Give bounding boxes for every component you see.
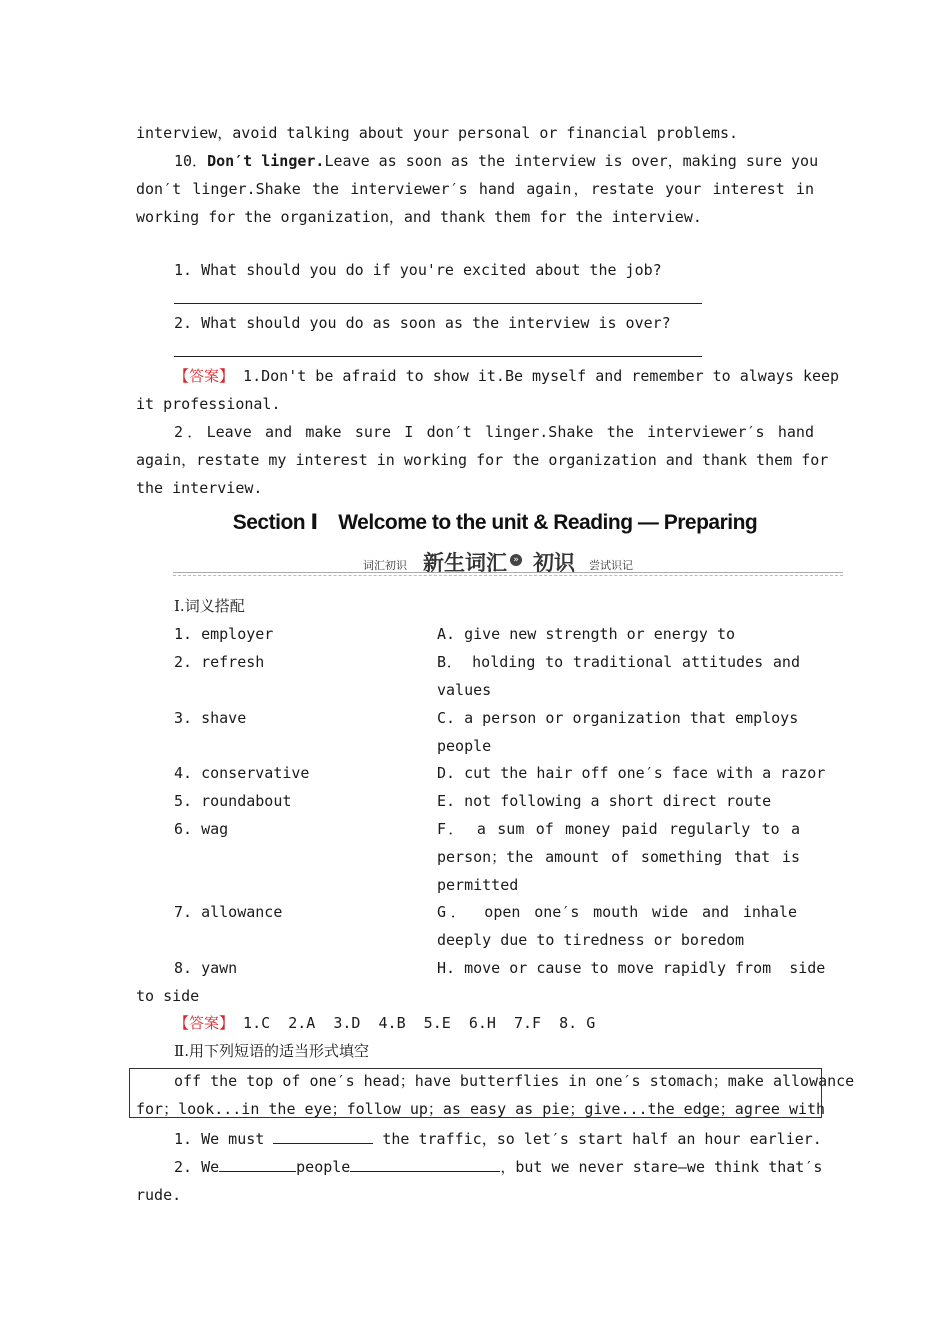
tip-10-line1 [174,151,819,171]
phrase-box-line2: for；look...in the eye；follow up；as easy as pie；give...the edge；agree with [136,1100,826,1118]
fill-question-2-cont: rude. [136,1186,182,1204]
definition-item: B． holding to traditional attitudes and [437,653,800,671]
definition-item: F． a sum of money paid regularly to a [437,820,800,838]
definition-item: to side [136,987,200,1005]
definition-item: permitted [437,876,519,894]
definition-item: H. move or cause to move rapidly from side [437,959,826,977]
answer-line: again，restate my interest in working for the organization and thank them for [136,451,829,469]
answer-line: the interview. [136,479,263,497]
definition-item: values [437,681,492,699]
tip-heading: Don′t linger. [207,152,325,170]
fill-blank[interactable] [273,1129,373,1144]
definition-item: C. a person or organization that employs [437,709,799,727]
word-item: 5. roundabout [174,792,292,810]
arrow-circle-icon: » [510,554,522,566]
part1-heading: Ⅰ.词义搭配 [174,597,245,615]
answer-line: it professional. [136,395,281,413]
word-item: 8. yawn [174,959,238,977]
definition-item: deeply due to tiredness or boredom [437,931,745,949]
answer-text: 1.C 2.A 3.D 4.B 5.E 6.H 7.F 8. G [243,1014,596,1032]
fill-blank[interactable] [350,1157,500,1172]
tip-number: 10． [174,152,208,170]
vocab-banner [173,545,843,579]
tip-text: Leave as soon as the interview is over，making sure you [324,152,819,170]
answer-text: 1.Don't be afraid to show it.Be myself and remember to always keep [243,367,840,385]
fill-question-1 [174,1129,822,1149]
part2-heading: Ⅱ.用下列短语的适当形式填空 [174,1042,369,1060]
definition-item: person；the amount of something that is [437,848,800,866]
fill-question-2 [174,1157,822,1177]
word-item: 4. conservative [174,764,310,782]
tip-10-line3: working for the organization，and thank them for the interview. [136,208,702,226]
definition-item: A. give new strength or energy to [437,625,736,643]
definition-item: people [437,737,492,755]
paragraph-line: interview，avoid talking about your personal or financial problems. [136,124,738,142]
definition-item: E. not following a short direct route [437,792,772,810]
definition-item: G． open one′s mouth wide and inhale [437,903,797,921]
answer-tag: 【答案】 [174,367,235,385]
answer-line-1[interactable] [174,303,702,304]
banner-right-label: 尝试识记 [589,559,633,572]
answer-line-2[interactable] [174,356,702,357]
banner-divider [173,572,843,573]
word-item: 3. shave [174,709,247,727]
fill-blank[interactable] [219,1157,296,1172]
question-text: 1. We must [174,1130,274,1148]
answer-tag: 【答案】 [174,1014,235,1032]
banner-title-part1: 新生词汇 [423,551,507,575]
phrase-box-line1: off the top of one′s head；have butterflies in one′s stomach；make allowance [174,1072,855,1090]
section-title: Section Ⅰ Welcome to the unit & Reading — Preparing [232,511,758,534]
question-text: 2. We [174,1158,220,1176]
part1-answer [174,1013,595,1033]
answer-line: 2．Leave and make sure I don′t linger.Shake the interviewer′s hand [174,423,814,441]
word-item: 7. allowance [174,903,283,921]
question-text: ，but we never stare—we think that′s [500,1158,823,1176]
question-text: the traffic，so let′s start half an hour earlier. [373,1130,822,1148]
word-item: 2. refresh [174,653,265,671]
tip-10-line2: don′t linger.Shake the interviewer′s hand again，restate your interest in [136,180,814,198]
banner-left-label: 词汇初识 [363,559,407,572]
word-item: 6. wag [174,820,229,838]
answer-line [174,366,840,386]
question-2: 2. What should you do as soon as the interview is over? [174,314,671,332]
word-item: 1. employer [174,625,274,643]
banner-divider-dashed [173,575,843,576]
banner-title-part2: 初识 [533,551,575,575]
question-1: 1. What should you do if you're excited about the job? [174,261,662,279]
definition-item: D. cut the hair off one′s face with a razor [437,764,826,782]
question-text: people [296,1158,351,1176]
